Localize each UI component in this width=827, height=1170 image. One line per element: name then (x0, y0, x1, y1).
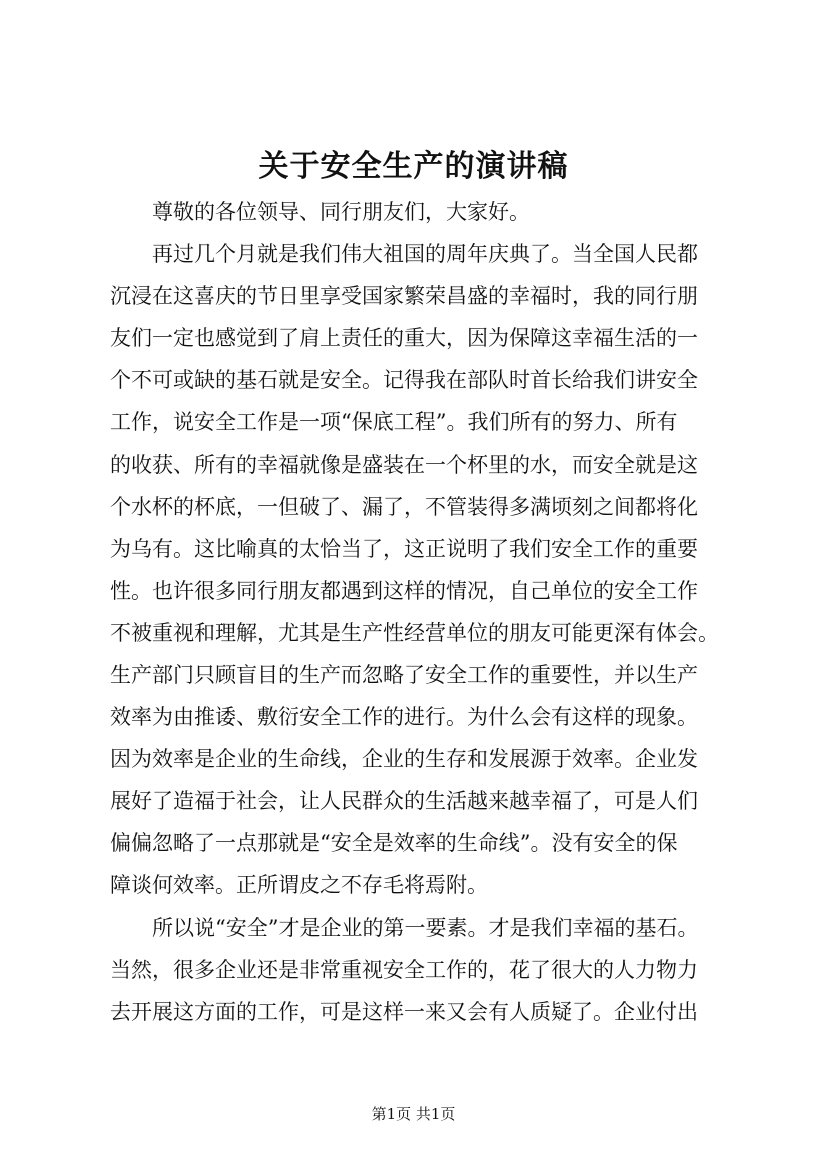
page-number-footer: 第1页 共1页 (371, 1105, 456, 1123)
body-line: 尊敬的各位领导、同行朋友们，大家好。 (110, 200, 530, 224)
body-line: 工作，说安全工作是一项“保底工程”。我们所有的努力、所有 (110, 410, 678, 434)
body-line: 去开展这方面的工作，可是这样一来又会有人质疑了。企业付出 (110, 1000, 698, 1024)
body-line: 展好了造福于社会，让人民群众的生活越来越幸福了，可是人们 (110, 789, 698, 813)
body-line: 因为效率是企业的生命线，企业的生存和发展源于效率。企业发 (110, 747, 698, 771)
body-line: 当然，很多企业还是非常重视安全工作的，花了很大的人力物力 (110, 958, 698, 982)
body-line: 障谈何效率。正所谓皮之不存毛将焉附。 (110, 873, 488, 897)
body-line: 所以说“安全”才是企业的第一要素。才是我们幸福的基石。 (110, 916, 699, 940)
body-line: 生产部门只顾盲目的生产而忽略了安全工作的重要性，并以生产 (110, 663, 698, 687)
body-line: 偏偏忽略了一点那就是“安全是效率的生命线”。没有安全的保 (110, 831, 678, 855)
body-line: 效率为由推诿、敷衍安全工作的进行。为什么会有这样的现象。 (110, 705, 698, 729)
body-line: 友们一定也感觉到了肩上责任的重大，因为保障这幸福生活的一 (110, 326, 698, 350)
body-line: 为乌有。这比喻真的太恰当了，这正说明了我们安全工作的重要 (110, 537, 698, 561)
body-line: 再过几个月就是我们伟大祖国的周年庆典了。当全国人民都 (110, 242, 698, 266)
document-title: 关于安全生产的演讲稿 (258, 149, 569, 184)
body-line: 的收获、所有的幸福就像是盛装在一个杯里的水，而安全就是这 (110, 453, 698, 477)
body-line: 性。也许很多同行朋友都遇到这样的情况，自己单位的安全工作 (110, 579, 698, 603)
body-line: 不被重视和理解，尤其是生产性经营单位的朋友可能更深有体会。 (110, 621, 719, 645)
body-line: 个水杯的杯底，一但破了、漏了，不管装得多满顷刻之间都将化 (110, 495, 698, 519)
body-line: 个不可或缺的基石就是安全。记得我在部队时首长给我们讲安全 (110, 368, 698, 392)
body-line: 沉浸在这喜庆的节日里享受国家繁荣昌盛的幸福时，我的同行朋 (110, 284, 698, 308)
